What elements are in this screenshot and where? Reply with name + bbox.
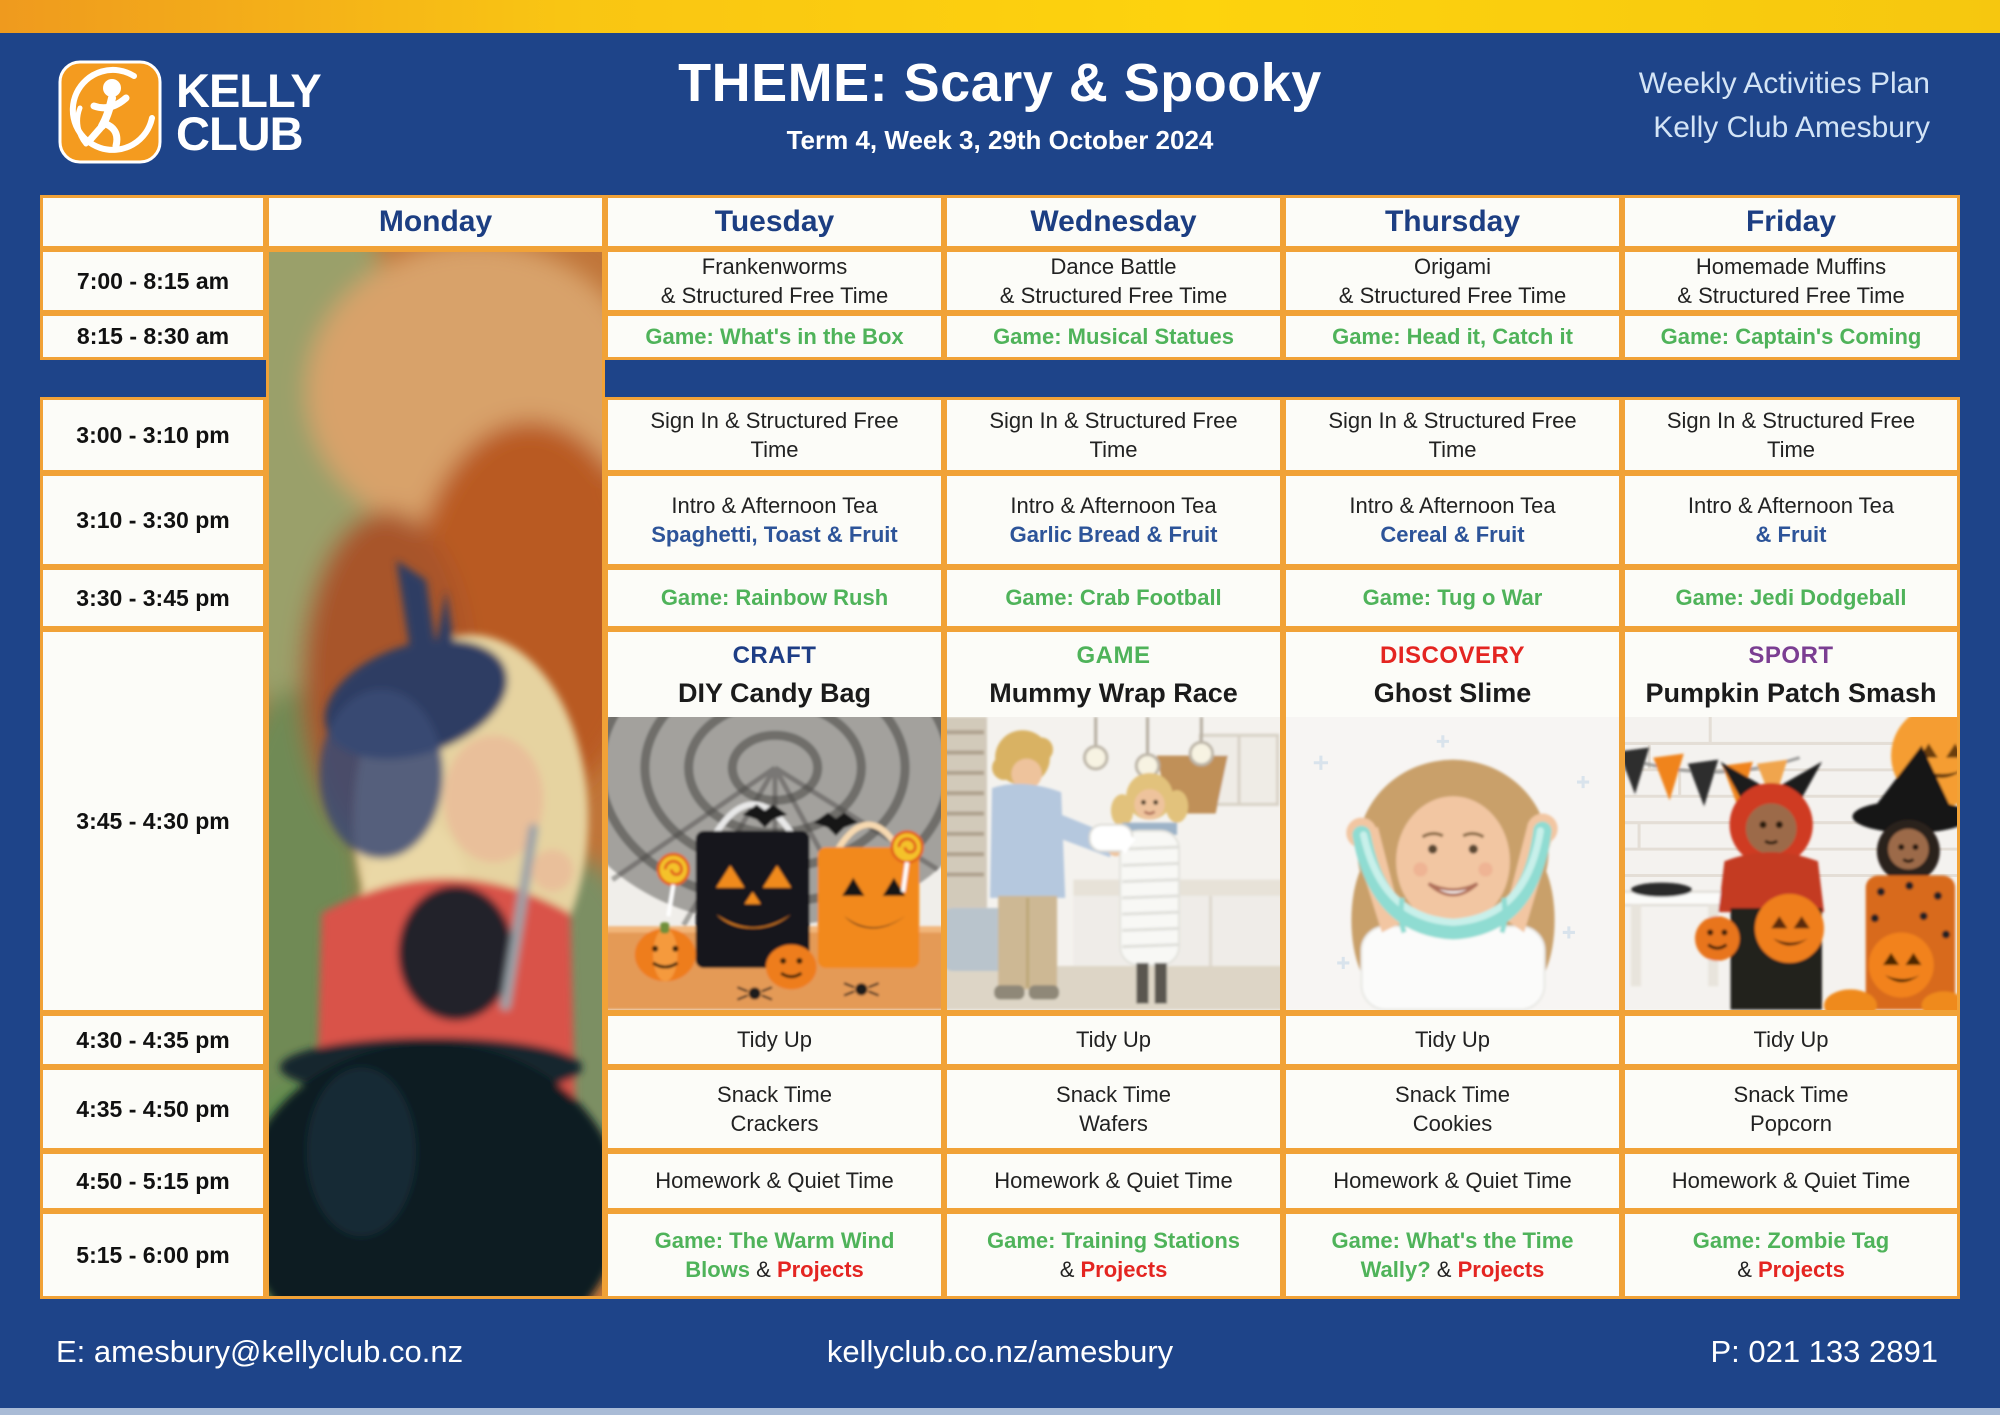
day-header-thursday: Thursday [1283,195,1622,249]
footer-email: E: amesbury@kellyclub.co.nz [56,1334,464,1369]
time-label-breakfast: 7:00 - 8:15 am [40,249,266,313]
kelly-club-figure-icon [58,60,162,164]
time-label-homework: 4:50 - 5:15 pm [40,1151,266,1211]
wednesday-activity-photo [947,717,1280,1010]
cell-wednesday-breakfast: Dance Battle & Structured Free Time [944,249,1283,313]
cell-tuesday-breakfast: Frankenworms & Structured Free Time [605,249,944,313]
day-header-monday: Monday [266,195,605,249]
day-header-tuesday: Tuesday [605,195,944,249]
activity-name-friday: Pumpkin Patch Smash [1645,678,1937,709]
cell-friday-afternoon-tea: Intro & Afternoon Tea & Fruit [1622,473,1960,567]
time-label-afternoon-tea: 3:10 - 3:30 pm [40,473,266,567]
cell-tuesday-game-late: Game: The Warm Wind Blows & Projects [605,1211,944,1299]
activity-category-friday: SPORT [1748,642,1834,669]
cell-friday-snack-time: Snack Time Popcorn [1622,1067,1960,1151]
time-label-tidy-up: 4:30 - 4:35 pm [40,1013,266,1067]
kelly-club-logo [58,60,321,164]
schedule-table [40,195,1960,1299]
tuesday-activity-photo-frame [608,717,941,1010]
cell-wednesday-tidy-up: Tidy Up [944,1013,1283,1067]
activity-name-thursday: Ghost Slime [1373,678,1532,709]
cell-tuesday-morning-game: Game: What's in the Box [605,313,944,360]
bottom-edge-strip [0,1408,2000,1415]
cell-wednesday-sign-in: Sign In & Structured Free Time [944,397,1283,473]
activity-category-thursday: DISCOVERY [1380,642,1525,669]
tuesday-activity-photo [608,717,941,1010]
cell-tuesday-afternoon-tea: Intro & Afternoon Tea Spaghetti, Toast & Fruit [605,473,944,567]
cell-tuesday-main-activity [605,629,944,1013]
cell-wednesday-morning-game: Game: Musical Statues [944,313,1283,360]
logo-wordmark [176,63,321,160]
cell-friday-game-late: Game: Zombie Tag & Projects [1622,1211,1960,1299]
child-stirring-cauldron-photo [269,252,602,1296]
time-label-game-late: 5:15 - 6:00 pm [40,1211,266,1299]
activity-category-tuesday: CRAFT [732,642,817,669]
wednesday-activity-photo-frame [947,717,1280,1010]
cell-thursday-afternoon-tea: Intro & Afternoon Tea Cereal & Fruit [1283,473,1622,567]
cell-thursday-breakfast: Origami & Structured Free Time [1283,249,1622,313]
time-label-snack-time: 4:35 - 4:50 pm [40,1067,266,1151]
cell-tuesday-snack-time: Snack Time Crackers [605,1067,944,1151]
cell-tuesday-tidy-up: Tidy Up [605,1013,944,1067]
time-label-morning-game: 8:15 - 8:30 am [40,313,266,360]
plan-title: Weekly Activities Plan [1638,67,1930,100]
footer [0,1322,2000,1382]
cell-thursday-snack-time: Snack Time Cookies [1283,1067,1622,1151]
logo-word-kelly: KELLY [176,63,321,117]
cell-wednesday-game-late: Game: Training Stations & Projects [944,1211,1283,1299]
time-column-header [40,195,266,249]
cell-tuesday-homework: Homework & Quiet Time [605,1151,944,1211]
top-gradient-bar [0,0,2000,33]
cell-friday-game-early: Game: Jedi Dodgeball [1622,567,1960,629]
plan-info [1639,62,1930,149]
time-label-game-early: 3:30 - 3:45 pm [40,567,266,629]
plan-location: Kelly Club Amesbury [1653,110,1930,144]
page-title: THEME: Scary & Spooky [678,53,1322,113]
cell-wednesday-main-activity [944,629,1283,1013]
cell-thursday-morning-game: Game: Head it, Catch it [1283,313,1622,360]
cell-friday-sign-in: Sign In & Structured Free Time [1622,397,1960,473]
cell-wednesday-homework: Homework & Quiet Time [944,1151,1283,1211]
day-header-friday: Friday [1622,195,1960,249]
cell-wednesday-snack-time: Snack Time Wafers [944,1067,1283,1151]
page-subtitle: Term 4, Week 3, 29th October 2024 [786,125,1214,155]
thursday-activity-photo [1286,717,1619,1010]
activity-name-wednesday: Mummy Wrap Race [989,678,1238,709]
activity-name-tuesday: DIY Candy Bag [677,678,872,709]
cell-friday-breakfast: Homemade Muffins & Structured Free Time [1622,249,1960,313]
cell-friday-morning-game: Game: Captain's Coming [1622,313,1960,360]
footer-website: kellyclub.co.nz/amesbury [826,1334,1174,1369]
cell-wednesday-game-early: Game: Crab Football [944,567,1283,629]
activity-category-wednesday: GAME [1076,642,1151,669]
cell-thursday-sign-in: Sign In & Structured Free Time [1283,397,1622,473]
time-label-main-activity: 3:45 - 4:30 pm [40,629,266,1013]
cell-tuesday-sign-in: Sign In & Structured Free Time [605,397,944,473]
cell-friday-tidy-up: Tidy Up [1622,1013,1960,1067]
monday-photo [266,249,605,1299]
cell-thursday-game-late: Game: What's the Time Wally? & Projects [1283,1211,1622,1299]
thursday-activity-photo-frame [1286,717,1619,1010]
footer-phone: P: 021 133 2891 [1710,1334,1938,1369]
friday-activity-photo [1625,717,1957,1010]
cell-thursday-homework: Homework & Quiet Time [1283,1151,1622,1211]
cell-thursday-tidy-up: Tidy Up [1283,1013,1622,1067]
cell-tuesday-game-early: Game: Rainbow Rush [605,567,944,629]
cell-friday-homework: Homework & Quiet Time [1622,1151,1960,1211]
cell-wednesday-afternoon-tea: Intro & Afternoon Tea Garlic Bread & Fruit [944,473,1283,567]
time-label-sign-in: 3:00 - 3:10 pm [40,397,266,473]
friday-activity-photo-frame [1625,717,1957,1010]
cell-thursday-game-early: Game: Tug o War [1283,567,1622,629]
day-header-wednesday: Wednesday [944,195,1283,249]
logo-word-club: CLUB [176,107,303,160]
cell-friday-main-activity [1622,629,1960,1013]
cell-thursday-main-activity [1283,629,1622,1013]
